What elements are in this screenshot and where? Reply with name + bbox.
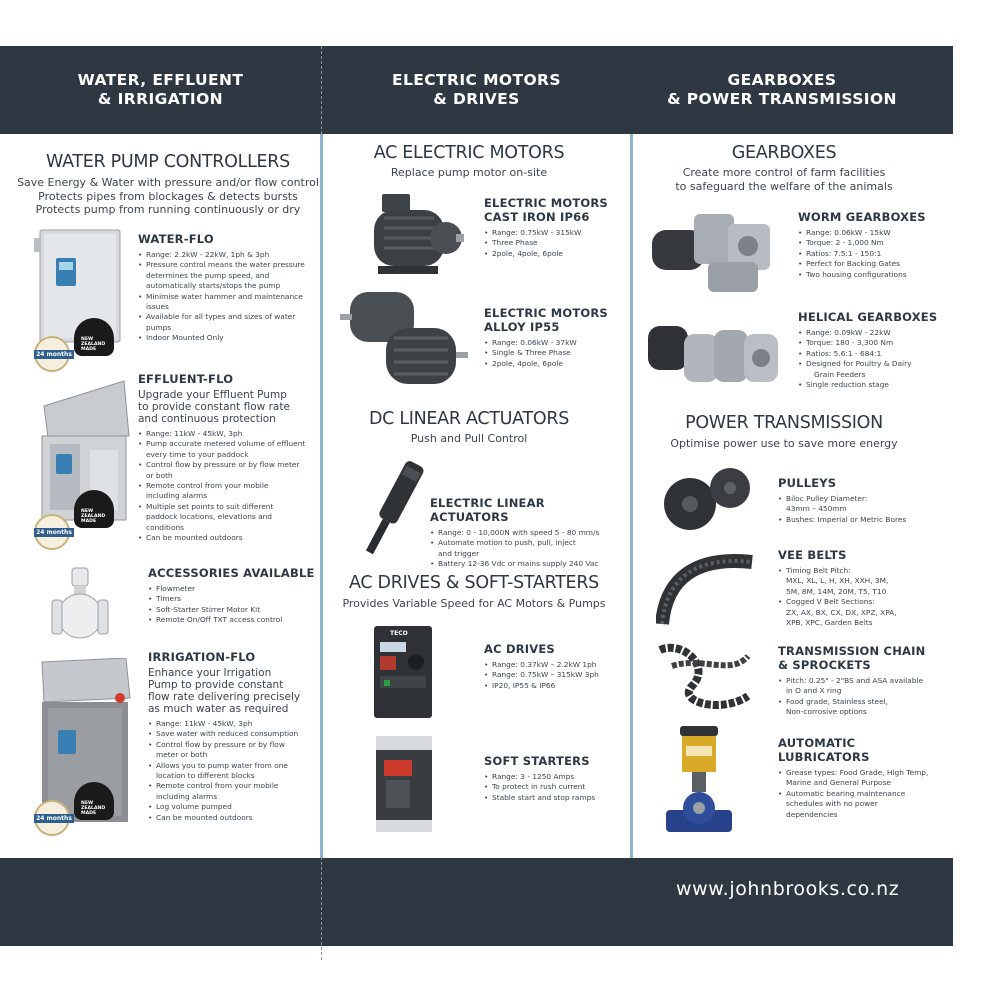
list-item: • Range: 11kW - 45kW, 3ph (148, 719, 318, 729)
list-item: • Automatic bearing maintenance (778, 789, 938, 799)
list-item: Marine and General Purpose (786, 778, 891, 788)
transmission-chain-image (652, 636, 756, 716)
section-subtitle-power-transmission: Optimise power use to save more energy (670, 437, 898, 450)
warranty-badge: 24 months (34, 800, 70, 836)
automatic-lubricator-image (660, 724, 738, 836)
cast-iron-motor-block (484, 196, 624, 259)
list-item: and trigger (438, 548, 480, 558)
irrigation-flo-title: IRRIGATION-FLO (148, 650, 256, 664)
section-title-gearboxes: GEARBOXES (731, 143, 837, 163)
section-title-dc-actuators: DC LINEAR ACTUATORS (368, 409, 570, 429)
section-subtitle-ac-drives: Provides Variable Speed for AC Motors & Pumps (342, 597, 606, 610)
nz-made-badge: NEW ZEALAND MADE (74, 318, 114, 356)
worm-gearbox-image (648, 206, 776, 300)
list-item: • Timers (148, 594, 318, 604)
vee-belts-bullets (778, 566, 938, 628)
ac-drives-title: AC DRIVES (484, 642, 555, 656)
column-heading-water: WATER, EFFLUENT & IRRIGATION (77, 71, 244, 108)
list-item: automatically starts/stops the pump (146, 281, 281, 291)
alloy-motor-title: ELECTRIC MOTORS ALLOY IP55 (484, 306, 608, 334)
accessories-title: ACCESSORIES AVAILABLE (148, 566, 315, 580)
helical-gearbox-title: HELICAL GEARBOXES (798, 310, 938, 324)
section-title-water-pump: WATER PUMP CONTROLLERS (46, 152, 290, 172)
accessories-block (148, 566, 318, 626)
water-flo-bullets (138, 250, 318, 344)
list-item: • Bushes: Imperial or Metric Bores (778, 515, 938, 525)
list-item: ZX, AX, BX, CX, DX, XPZ, XPA, (786, 607, 897, 617)
list-item: • Single reduction stage (798, 380, 938, 390)
column-heading-motors: ELECTRIC MOTORS & DRIVES (392, 71, 561, 108)
nz-made-badge: NEW ZEALAND MADE (74, 782, 114, 820)
list-item: • Designed for Poultry & Dairy (798, 359, 938, 369)
list-item: 5M, 8M, 14M, 20M, T5, T10 (786, 586, 887, 596)
section-subtitle-dc-actuators: Push and Pull Control (410, 432, 528, 445)
accessories-bullets (148, 584, 318, 626)
vee-belts-title: VEE BELTS (778, 548, 847, 562)
list-item: meter or both (156, 750, 208, 760)
alloy-motor-block (484, 306, 624, 369)
list-item: 43mm – 450mm (786, 504, 847, 514)
soft-starter-image (372, 734, 438, 834)
irrigation-flo-bullets (148, 719, 318, 823)
list-item: • Stable start and stop ramps (484, 793, 624, 803)
section-subtitle-water-pump: Save Energy & Water with pressure and/or flow control Protects pipes from blockages & detects bursts Protects pump from running continuously or dry (17, 176, 319, 216)
warranty-badge: 24 months (34, 336, 70, 372)
list-item: • Three Phase (484, 238, 624, 248)
transmission-chain-block (778, 644, 938, 718)
list-item: • IP20, IP55 & IP66 (484, 681, 624, 691)
alloy-motor-image (340, 288, 470, 392)
effluent-flo-block (138, 372, 318, 543)
soft-starters-title: SOFT STARTERS (484, 754, 590, 768)
list-item: • Control flow by pressure or by flow (148, 740, 318, 750)
list-item: • Range: 0.75kW - 315kW (484, 228, 624, 238)
list-item: • 2pole, 4pole, 6pole (484, 359, 624, 369)
effluent-flo-title: EFFLUENT-FLO (138, 372, 234, 386)
list-item: • 2pole, 4pole, 6pole (484, 249, 624, 259)
nz-made-badge: NEW ZEALAND MADE (74, 490, 114, 528)
vee-belts-block (778, 548, 938, 628)
helical-gearbox-image (644, 318, 784, 396)
section-title-ac-drives: AC DRIVES & SOFT-STARTERS (348, 573, 599, 593)
ac-drives-bullets (484, 660, 624, 691)
website-link[interactable]: www.johnbrooks.co.nz (676, 878, 900, 900)
automatic-lubricators-title: AUTOMATIC LUBRICATORS (778, 736, 870, 764)
list-item: • Can be mounted outdoors (138, 533, 318, 543)
cast-iron-motor-bullets (484, 228, 624, 259)
list-item: • Range: 0.37kW – 2.2kW 1ph (484, 660, 624, 670)
irrigation-flo-lead: Enhance your Irrigation Pump to provide constant flow rate delivering precisely as much water as required (148, 667, 301, 715)
list-item: • Available for all types and sizes of water (138, 312, 318, 322)
list-item: • Perfect for Backing Gates (798, 259, 938, 269)
irrigation-flo-block (148, 650, 318, 823)
cast-iron-motor-title: ELECTRIC MOTORS CAST IRON IP66 (484, 196, 608, 224)
column-divider-2 (630, 134, 633, 858)
list-item: • Timing Belt Pitch: (778, 566, 938, 576)
list-item: • Range: 0 - 10,000N with speed 5 - 80 mm/s (430, 528, 620, 538)
transmission-chain-title: TRANSMISSION CHAIN & SPROCKETS (778, 644, 926, 672)
list-item: • Pressure control means the water pressure (138, 260, 318, 270)
list-item: paddock locations, elevations and (146, 512, 273, 522)
list-item: • Log volume pumped (148, 802, 318, 812)
pulleys-image (660, 464, 752, 532)
list-item: • Range: 0.06kW - 37kW (484, 338, 624, 348)
list-item: every time to your paddock (146, 449, 249, 459)
water-flo-title: WATER-FLO (138, 232, 214, 246)
transmission-chain-bullets (778, 676, 938, 718)
list-item: XPB, XPC, Garden Belts (786, 618, 873, 628)
list-item: • Indoor Mounted Only (138, 333, 318, 343)
ac-drives-block (484, 642, 624, 691)
linear-actuator-bullets (430, 528, 620, 570)
effluent-flo-bullets (138, 429, 318, 543)
automatic-lubricators-block (778, 736, 938, 820)
water-flo-block (138, 232, 318, 344)
list-item: • To protect in rush current (484, 782, 624, 792)
list-item: issues (146, 302, 169, 312)
list-item: • Minimise water hammer and maintenance (138, 292, 318, 302)
list-item: Non-corrosive options (786, 707, 867, 717)
footer-band (0, 858, 953, 946)
list-item: • Single & Three Phase (484, 348, 624, 358)
vee-belts-image (656, 548, 756, 630)
cast-iron-motor-image (364, 188, 464, 280)
effluent-flo-lead: Upgrade your Effluent Pump to provide constant flow rate and continuous protection (138, 389, 290, 425)
list-item: • Food grade, Stainless steel, (778, 697, 938, 707)
list-item: • Range: 2.2kW - 22kW, 1ph & 3ph (138, 250, 318, 260)
list-item: • Ratios: 7.5:1 - 150:1 (798, 249, 938, 259)
list-item: • Control flow by pressure or by flow meter (138, 460, 318, 470)
soft-starters-bullets (484, 772, 624, 803)
column-divider-1 (320, 134, 323, 858)
list-item: • Biloc Pulley Diameter: (778, 494, 938, 504)
list-item: or both (146, 470, 173, 480)
list-item: • Two housing configurations (798, 270, 938, 280)
list-item: conditions (146, 522, 185, 532)
helical-gearbox-block (798, 310, 938, 390)
list-item: • Grease types: Food Grade, High Temp, (778, 768, 938, 778)
pulleys-bullets (778, 494, 938, 525)
list-item: • Torque: 180 - 3,300 Nm (798, 338, 938, 348)
list-item: • Remote On/Off TXT access control (148, 615, 318, 625)
list-item: Grain Feeders (814, 369, 866, 379)
list-item: • Automate motion to push, pull, inject (430, 538, 620, 548)
list-item: determines the pump speed, and (146, 270, 270, 280)
linear-actuator-image (350, 456, 434, 564)
list-item: dependencies (786, 809, 838, 819)
list-item: • Battery 12-36 Vdc or mains supply 240 Vac (430, 559, 620, 569)
list-item: • Remote control from your mobile (148, 781, 318, 791)
list-item: • Pump accurate metered volume of effluent (138, 439, 318, 449)
list-item: • Range: 3 - 1250 Amps (484, 772, 624, 782)
list-item: • Range: 0.09kW - 22kW (798, 328, 938, 338)
helical-gearbox-bullets (798, 328, 938, 390)
automatic-lubricators-bullets (778, 768, 938, 820)
list-item: • Range: 0.75kW – 315kW 3ph (484, 670, 624, 680)
list-item: • Multiple set points to suit different (138, 502, 318, 512)
warranty-badge: 24 months (34, 514, 70, 550)
section-title-ac-motors: AC ELECTRIC MOTORS (373, 143, 565, 163)
pulleys-block (778, 476, 938, 525)
pulleys-title: PULLEYS (778, 476, 837, 490)
linear-actuator-title: ELECTRIC LINEAR ACTUATORS (430, 496, 545, 524)
list-item: pumps (146, 322, 172, 332)
list-item: schedules with no power (786, 799, 878, 809)
drive-brand-label: TECO (390, 630, 408, 637)
list-item: • Pitch: 0.25" - 2"BS and ASA available (778, 676, 938, 686)
list-item: • Remote control from your mobile (138, 481, 318, 491)
ac-drive-image (370, 624, 436, 720)
worm-gearbox-block (798, 210, 938, 280)
section-title-power-transmission: POWER TRANSMISSION (685, 413, 883, 433)
flowmeter-image (48, 564, 112, 642)
list-item: MXL, XL, L, H, XH, XXH, 3M, (786, 576, 889, 586)
list-item: • Range: 0.06kW - 15kW (798, 228, 938, 238)
worm-gearbox-bullets (798, 228, 938, 280)
list-item: • Torque: 2 - 1,000 Nm (798, 238, 938, 248)
list-item: in O and X ring (786, 686, 842, 696)
section-subtitle-gearboxes: Create more control of farm facilities to safeguard the welfare of the animals (675, 166, 893, 193)
list-item: • Can be mounted outdoors (148, 813, 318, 823)
section-subtitle-ac-motors: Replace pump motor on-site (390, 166, 548, 179)
list-item: • Ratios: 5.6:1 - 684:1 (798, 349, 938, 359)
list-item: • Allows you to pump water from one (148, 761, 318, 771)
list-item: • Range: 11kW - 45kW, 3ph (138, 429, 318, 439)
list-item: • Save water with reduced consumption (148, 729, 318, 739)
linear-actuator-block (430, 496, 620, 570)
list-item: • Soft-Starter Stirrer Motor Kit (148, 605, 318, 615)
list-item: • Cogged V Belt Sections: (778, 597, 938, 607)
worm-gearbox-title: WORM GEARBOXES (798, 210, 926, 224)
list-item: • Flowmeter (148, 584, 318, 594)
alloy-motor-bullets (484, 338, 624, 369)
soft-starters-block (484, 754, 624, 803)
column-heading-gearboxes: GEARBOXES & POWER TRANSMISSION (667, 71, 897, 108)
list-item: location to different blocks (156, 771, 255, 781)
list-item: including alarms (156, 791, 218, 801)
list-item: including alarms (146, 491, 208, 501)
